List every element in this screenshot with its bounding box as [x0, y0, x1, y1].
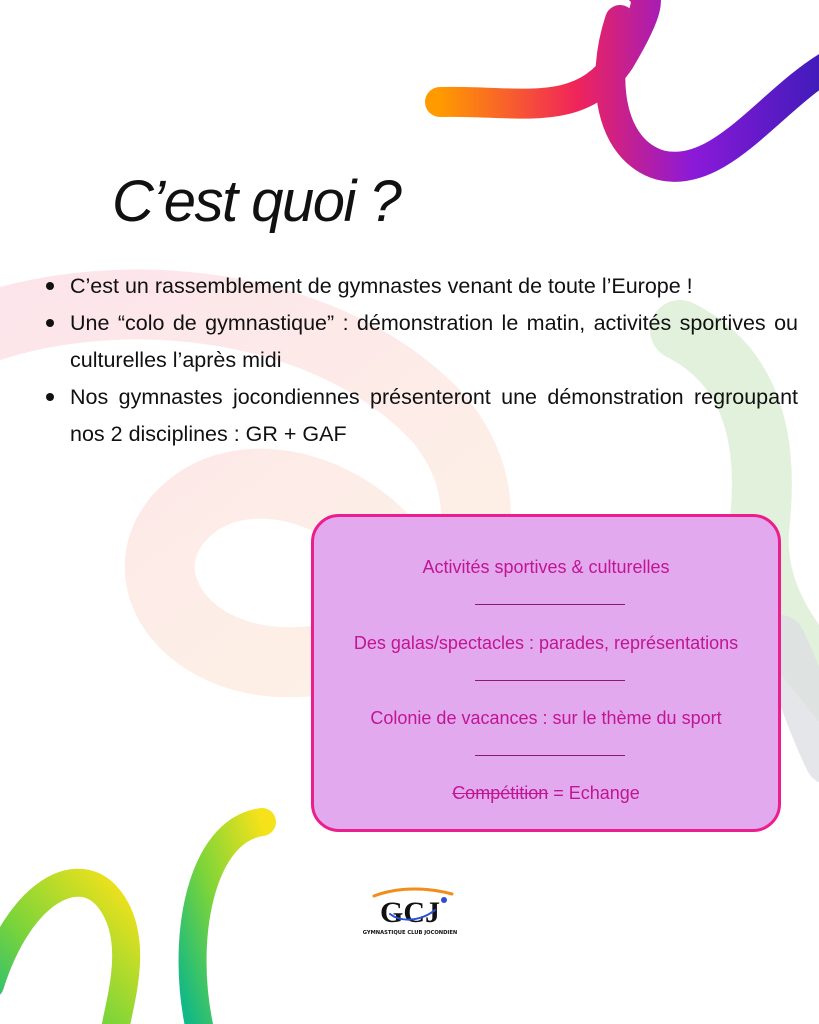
card-divider	[475, 755, 625, 756]
bullet-list	[38, 268, 798, 453]
top-ribbon	[440, 0, 819, 167]
bullet-icon	[46, 282, 54, 290]
list-item	[38, 379, 798, 453]
list-item	[38, 305, 798, 379]
bullet-icon	[46, 319, 54, 327]
bullet-text: Une “colo de gymnastique” : démonstration le matin, activités sportives ou culturelles l’après midi	[70, 311, 798, 372]
card-line-competition	[314, 783, 778, 804]
list-item	[38, 268, 798, 305]
struck-word: Compétition	[452, 783, 549, 803]
info-card	[311, 514, 781, 832]
svg-text:GCJ: GCJ	[380, 896, 440, 929]
grey-ribbon	[780, 640, 819, 760]
bullet-text: C’est un rassemblement de gymnastes venant de toute l’Europe !	[70, 274, 693, 298]
card-line-colonie: Colonie de vacances : sur le thème du sport	[370, 708, 722, 728]
card-line-activities: Activités sportives & culturelles	[422, 557, 670, 577]
page-title: C’est quoi ?	[112, 169, 401, 234]
exchange-text: = Echange	[548, 783, 640, 803]
bullet-text: Nos gymnastes jocondiennes présenteront une démonstration regroupant nos 2 disciplines : GR + GAF	[70, 385, 798, 446]
card-divider	[475, 604, 625, 605]
bottom-ribbon-arc	[193, 822, 262, 1024]
svg-text:GYMNASTIQUE CLUB JOCONDIEN: GYMNASTIQUE CLUB JOCONDIEN	[362, 930, 458, 936]
card-divider	[475, 680, 625, 681]
club-logo	[360, 884, 460, 944]
bottom-ribbon	[0, 883, 126, 1024]
card-line-galas: Des galas/spectacles : parades, représentations	[353, 633, 739, 653]
bullet-icon	[46, 393, 54, 401]
